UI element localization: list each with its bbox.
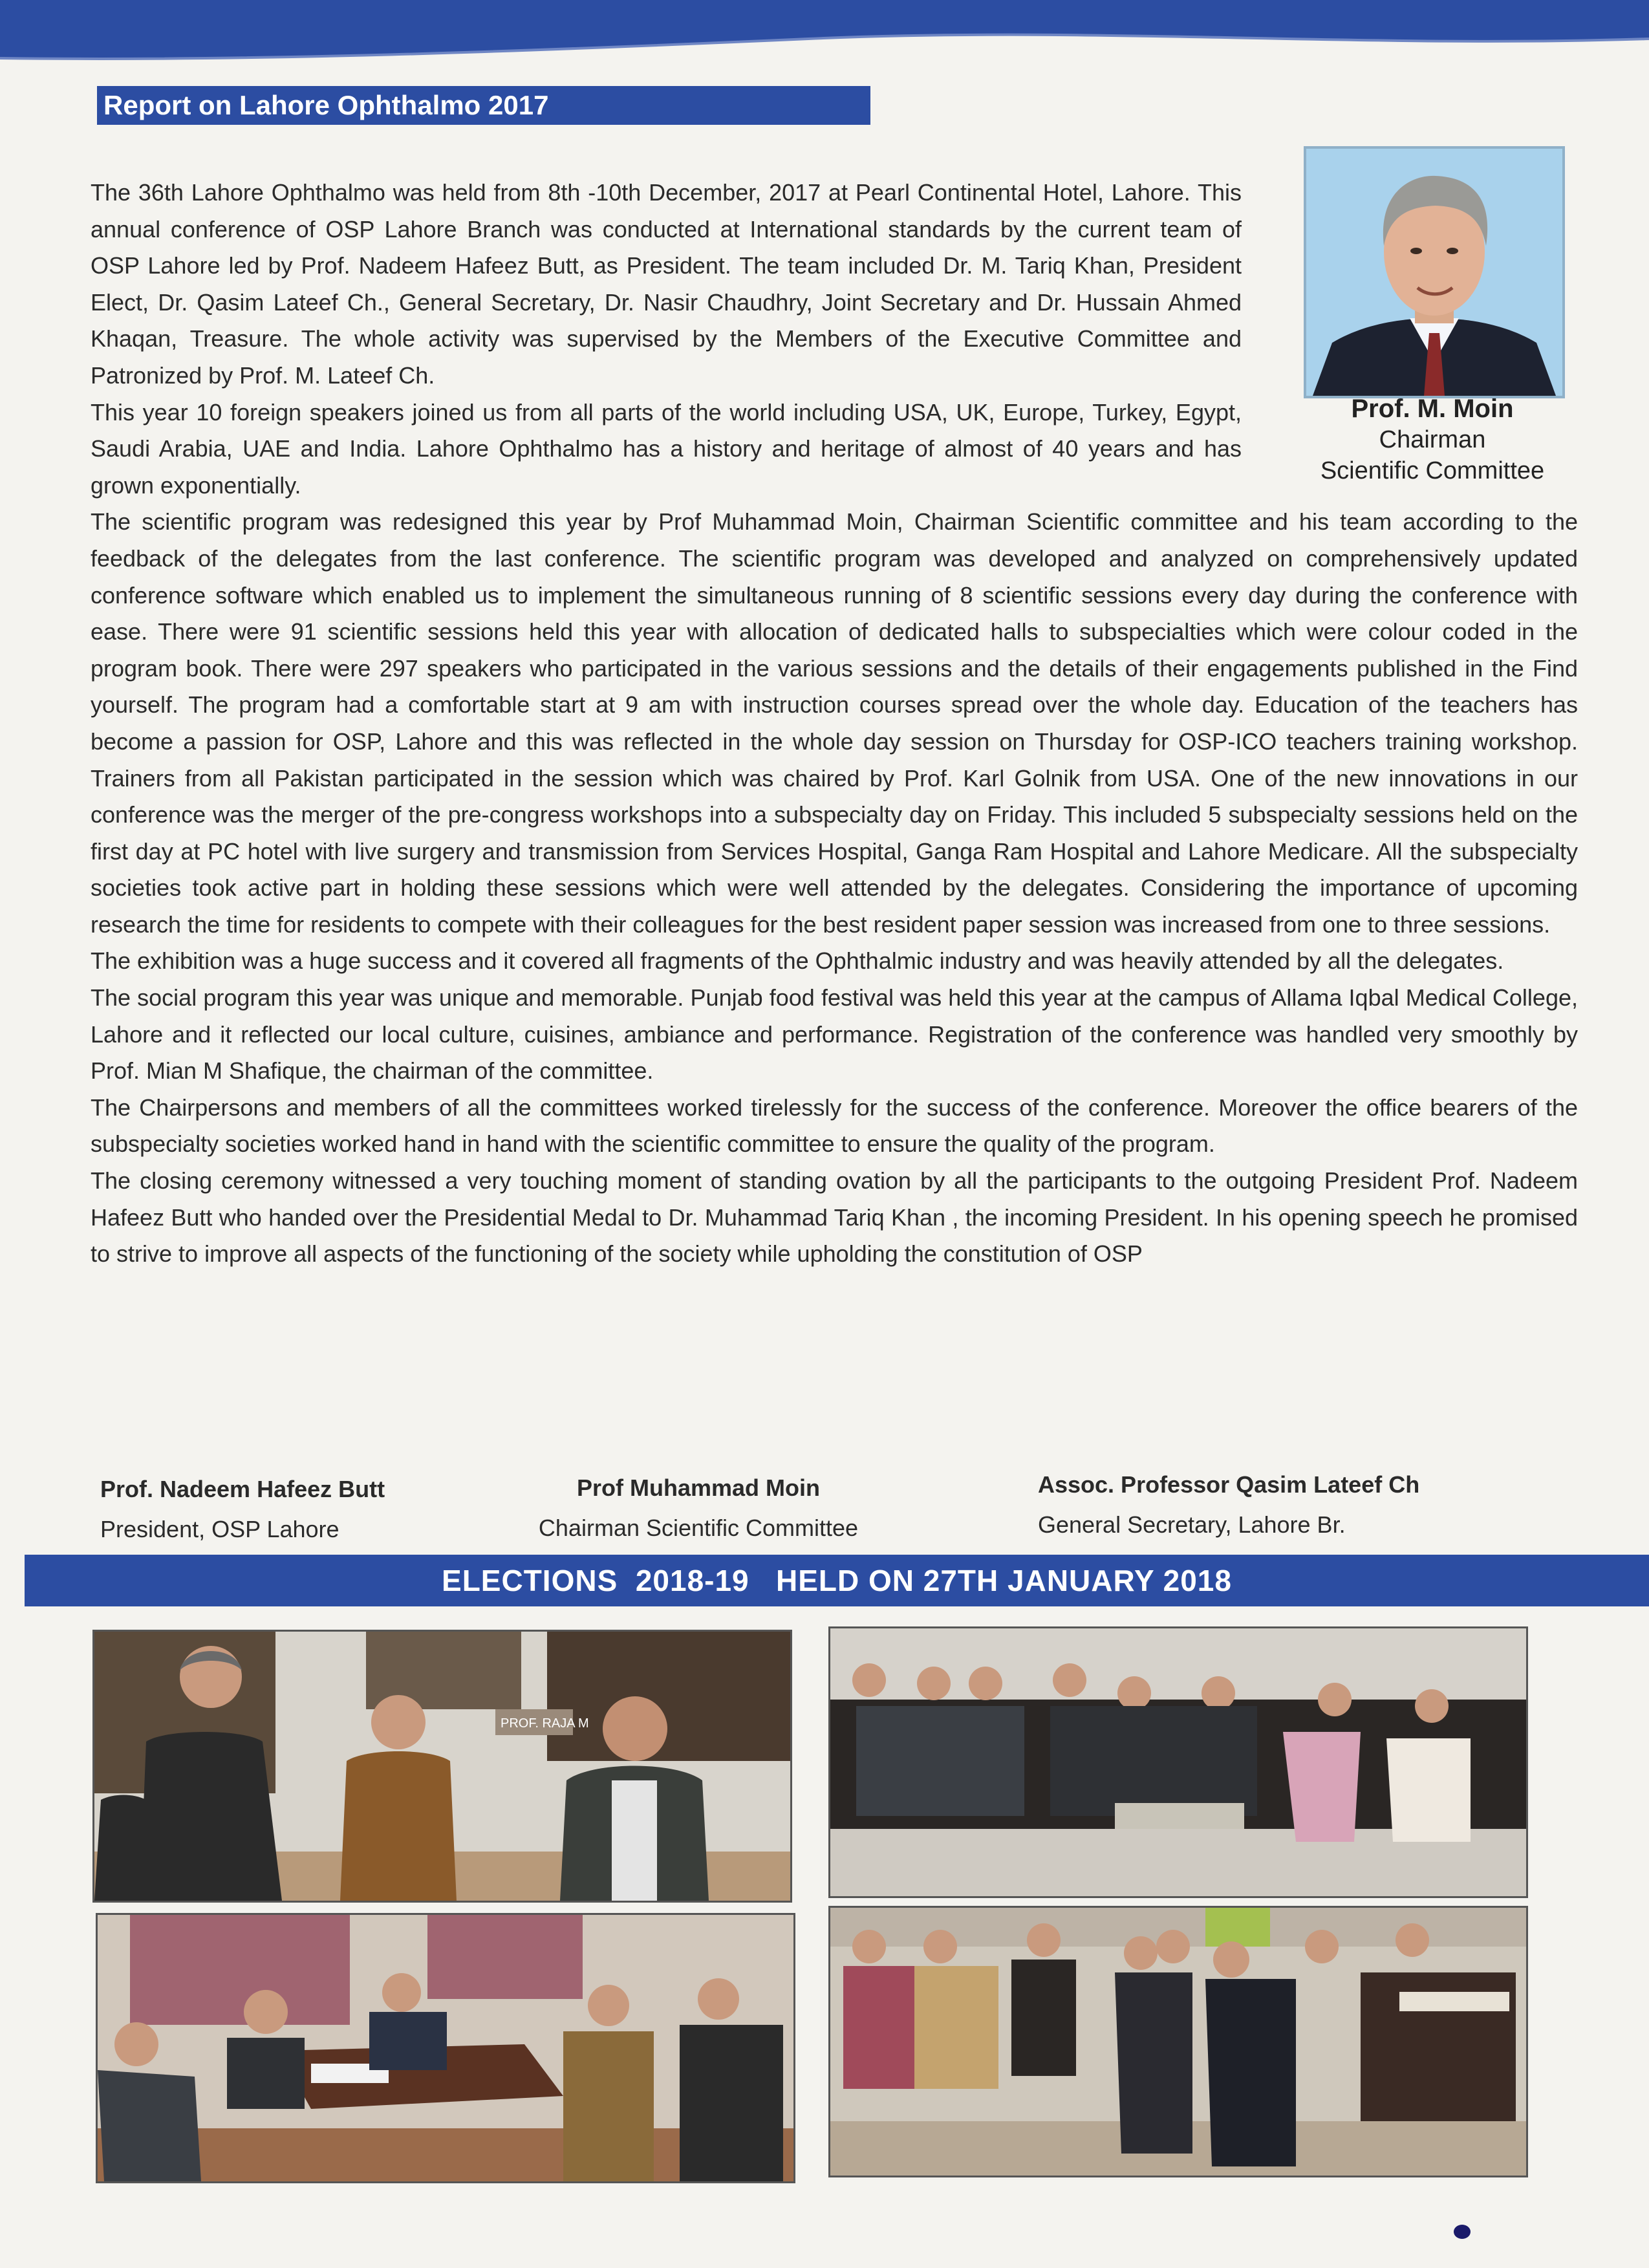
portrait-text-wrap-spacer: [1242, 175, 1578, 498]
elections-banner: ELECTIONS 2018-19 HELD ON 27TH JANUARY 2018: [25, 1555, 1649, 1606]
signature-name: Prof Muhammad Moin: [577, 1474, 820, 1501]
door-plate-text: PROF. RAJA M: [501, 1716, 589, 1731]
report-title: Report on Lahore Ophthalmo 2017: [97, 86, 870, 125]
article-paragraph: The scientific program was redesigned this year by Prof Muhammad Moin, Chairman Scientific committee and his team according to the feedback of the delegates from the last conference. The scientific program was developed and analyzed on comprehensively updated conference software which enabled us to implement the simultaneous running of 8 scientific sessions every day during the conference with ease. There were 91 scientific sessions held this year with allocation of dedicated halls to subspecialties which were colour coded in the program book. There were 297 speakers who participated in the various sessions and the details of their engagements published in the Find yourself. The program had a comfortable start at 9 am with instruction courses spread over the whole day. Education of the teachers has become a passion for OSP, Lahore and this was reflected in the whole day session on Thursday for OSP-ICO teachers training workshop. Trainers from all Pakistan participated in the session which was chaired by Prof. Karl Golnik from USA. One of the new innovations in our conference was the merger of the pre-congress workshops into a subspecialty day on Friday. This included 5 subspecialty sessions held on the first day at PC hotel with live surgery and transmission from Services Hospital, Ganga Ram Hospital and Lahore Medicare. All the subspecialty societies took active part in holding these sessions which were well attended by the delegates. Considering the importance of upcoming research the time for residents to compete with their colleagues for the best resident paper session was increased from one to three sessions.: [91, 508, 1578, 938]
article-body: [91, 175, 1578, 1273]
portrait-role-line2: Scientific Committee: [1320, 457, 1545, 484]
article-paragraph: This year 10 foreign speakers joined us from all parts of the world including USA, UK, Europe, Turkey, Egypt, Saudi Arabia, UAE and India. Lahore Ophthalmo has a history and heritage of almost of 40 years and has grown exponentially.: [91, 398, 1242, 499]
article-paragraph: The Chairpersons and members of all the committees worked tirelessly for the success of the conference. Moreover the office bearers of the subspecialty societies worked hand in hand with the scientific committee to ensure the quality of the program.: [91, 1094, 1578, 1158]
article-paragraph: The closing ceremony witnessed a very touching moment of standing ovation by all the participants to the outgoing President Prof. Nadeem Hafeez Butt who handed over the Presidential Medal to Dr. Muhammad Tariq Khan , the incoming President. In his opening speech he promised to strive to improve all aspects of the functioning of the society while upholding the constitution of OSP: [91, 1167, 1578, 1268]
election-photo-3: [96, 1913, 795, 2183]
signature-president: [100, 1469, 385, 1550]
article-paragraph: The social program this year was unique and memorable. Punjab food festival was held this year at the campus of Allama Iqbal Medical College, Lahore and it reflected our local culture, cuisines, ambiance and performance. Registration of the conference was handled very smoothly by Prof. Mian M Shafique, the chairman of the committee.: [91, 984, 1578, 1085]
signature-name: Assoc. Professor Qasim Lateef Ch: [1038, 1471, 1420, 1498]
signature-chairman: [517, 1468, 879, 1548]
article-paragraph: The 36th Lahore Ophthalmo was held from 8th -10th December, 2017 at Pearl Continental Hotel, Lahore. This annual conference of OSP Lahore Branch was conducted at International standards by the current team of OSP Lahore led by Prof. Nadeem Hafeez Butt, as President. The team included Dr. M. Tariq Khan, President Elect, Dr. Qasim Lateef Ch., General Secretary, Dr. Nasir Chaudhry, Joint Secretary and Dr. Hussain Ahmed Khaqan, Treasure. The whole activity was supervised by the Members of the Executive Committee and Patronized by Prof. M. Lateef Ch.: [91, 179, 1242, 389]
signature-gen-secretary: [1038, 1465, 1419, 1545]
signature-title: Chairman Scientific Committee: [538, 1515, 859, 1541]
portrait-role-line1: Chairman: [1379, 426, 1486, 453]
election-photo-2: [828, 1626, 1528, 1898]
signature-title: President, OSP Lahore: [100, 1516, 339, 1542]
signature-name: Prof. Nadeem Hafeez Butt: [100, 1476, 385, 1502]
print-mark: [1454, 2225, 1471, 2239]
portrait-name: Prof. M. Moin: [1351, 394, 1514, 423]
header-wave-band: [0, 0, 1649, 91]
signature-title: General Secretary, Lahore Br.: [1038, 1511, 1346, 1538]
election-photo-4: [828, 1906, 1528, 2177]
article-paragraph: The exhibition was a huge success and it covered all fragments of the Ophthalmic industry and was heavily attended by all the delegates.: [91, 947, 1504, 975]
election-photo-1: [92, 1630, 792, 1903]
